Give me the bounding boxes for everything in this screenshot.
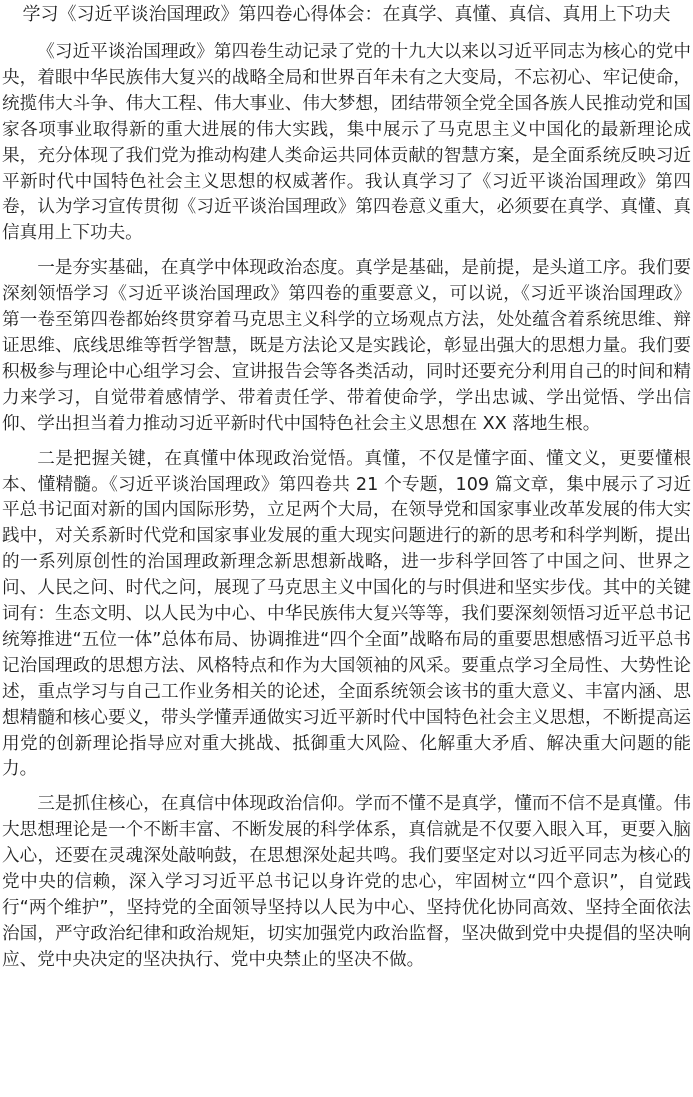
paragraph-intro: 《习近平谈治国理政》第四卷生动记录了党的十九大以来以习近平同志为核心的党中央，着眼中华民族伟大复兴的战略全局和世界百年未有之大变局，不忘初心、牢记使命，统揽伟大斗争、伟大工程、伟大事业、伟大梦想，团结带领全党全国各族人民推动党和国家各项事业取得新的重大进展的伟大实践，集中展示了马克思主义中国化的最新理论成果，充分体现了我们党为推动构建人类命运共同体贡献的智慧方案，是全面系统反映习近平新时代中国特色社会主义思想的权威著作。我认真学习了《习近平谈治国理政》第四卷，认为学习宣传贯彻《习近平谈治国理政》第四卷意义重大，必须要在真学、真懂、真信真用上下功夫。 — [2, 42, 691, 244]
paragraph-true-belief: 三是抓住核心，在真信中体现政治信仰。学而不懂不是真学，懂而不信不是真懂。伟大思想理论是一个不断丰富、不断发展的科学体系，真信就是不仅要入眼入耳，更要入脑入心，还要在灵魂深处敲响鼓，在思想深处起共鸣。我们要坚定对以习近平同志为核心的党中央的信赖，深入学习习近平总书记以身许党的忠心，牢固树立“四个意识”，自觉践行“两个维护”，坚持党的全面领导坚持以人民为中心、坚持优化协同高效、坚持全面依法治国，严守政治纪律和政治规矩，切实加强党内政治监督，坚决做到党中央提倡的坚决响应、党中央决定的坚决执行、党中央禁止的坚决不做。 — [2, 794, 691, 970]
document-title: 学习《习近平谈治国理政》第四卷心得体会：在真学、真懂、真信、真用上下功夫 — [22, 4, 671, 25]
paragraph-true-understanding: 二是把握关键，在真懂中体现政治觉悟。真懂，不仅是懂字面、懂文义，更要懂根本、懂精髓。《习近平谈治国理政》第四卷共 21 个专题，109 篇文章，集中展示了习近平总书记面对新的国内国际形势，立足两个大局，在领导党和国家事业改革发展的伟大实践中，对关系新时代党和国家事业发展的重大现实问题进行的新的思考和科学判断，提出的一系列原创性的治国理政新理念新思想新战略，进一步科学回答了中国之问、世界之问、人民之问、时代之问，展现了马克思主义中国化的与时俱进和坚实步伐。其中的关键词有：生态文明、以人民为中心、中华民族伟大复兴等等，我们要深刻领悟习近平总书记统筹推进“五位一体”总体布局、协调推进“四个全面”战略布局的重要思想感悟习近平总书记治国理政的思想方法、风格特点和作为大国领袖的风采。要重点学习全局性、大势性论述，重点学习与自己工作业务相关的论述，全面系统领会该书的重大意义、丰富内涵、思想精髓和核心要义，带头学懂弄通做实习近平新时代中国特色社会主义思想，不断提高运用党的创新理论指导应对重大挑战、抵御重大风险、化解重大矛盾、解决重大问题的能力。 — [2, 448, 691, 780]
paragraph-true-study: 一是夯实基础，在真学中体现政治态度。真学是基础，是前提，是头道工序。我们要深刻领悟学习《习近平谈治国理政》第四卷的重要意义，可以说，《习近平谈治国理政》第一卷至第四卷都始终贯穿着马克思主义科学的立场观点方法，处处蕴含着系统思维、辩证思维、底线思维等哲学智慧，既是方法论又是实践论，彰显出强大的思想力量。我们要积极参与理论中心组学习会、宣讲报告会等各类活动，同时还要充分利用自己的时间和精力来学习，自觉带着感情学、带着责任学、带着使命学，学出忠诚、学出觉悟、学出信仰、学出担当着力推动习近平新时代中国特色社会主义思想在 XX 落地生根。 — [2, 258, 691, 434]
